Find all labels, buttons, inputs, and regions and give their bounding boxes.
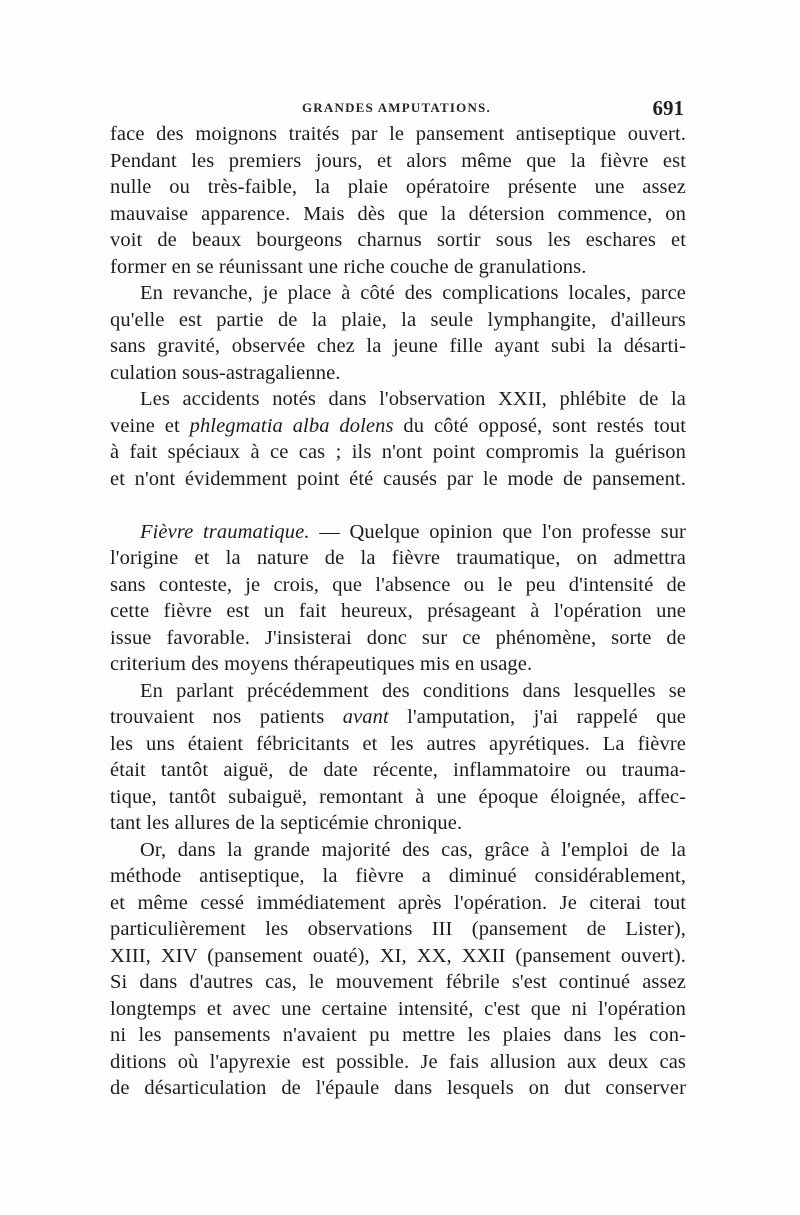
text-line: particulièrement les observations III (pansement de Lister), xyxy=(110,918,686,940)
paragraph-1 xyxy=(110,121,686,280)
text-line xyxy=(110,704,686,731)
text-line: méthode antiseptique, la fièvre a diminué considérablement, xyxy=(110,865,686,887)
text-line: culation sous-astragalienne. xyxy=(110,361,341,384)
section-heading: Fièvre traumatique. xyxy=(140,520,310,543)
paragraph-5 xyxy=(110,678,686,837)
body-text xyxy=(110,121,686,1102)
text-fragment: du côté opposé, sont restés tout xyxy=(393,414,686,437)
text-line: tique, tantôt subaiguë, remontant à une époque éloignée, affec- xyxy=(110,785,686,808)
text-line xyxy=(110,413,686,440)
text-line: et n'ont évidemment point été causés par le mode de pansement. xyxy=(110,467,686,490)
text-line: longtemps et avec une certaine intensité, c'est que ni l'opération xyxy=(110,997,686,1020)
text-line: former en se réunissant une riche couche de granulations. xyxy=(110,255,587,278)
text-line: En revanche, je place à côté des complications locales, parce xyxy=(140,282,686,304)
paragraph-3 xyxy=(110,386,686,492)
text-line: nulle ou très-faible, la plaie opératoire présente une assez xyxy=(110,176,686,198)
text-line: issue favorable. J'insisterai donc sur ce phénomène, sorte de xyxy=(110,626,686,649)
text-line: à fait spéciaux à ce cas ; ils n'ont point compromis la guérison xyxy=(110,441,686,463)
text-line: voit de beaux bourgeons charnus sortir sous les eschares et xyxy=(110,229,686,251)
paragraph-2 xyxy=(110,280,686,386)
text-line: ni les pansements n'avaient pu mettre les plaies dans les con- xyxy=(110,1024,686,1046)
text-fragment: veine et xyxy=(110,414,190,437)
text-line: Les accidents notés dans l'observation XXII, phlébite de la xyxy=(140,388,686,410)
page-header xyxy=(112,96,684,122)
text-line: criterium des moyens thérapeutiques mis en usage. xyxy=(110,653,533,675)
text-line: de désarticulation de l'épaule dans lesquels on dut conserver xyxy=(110,1077,686,1099)
italic-term: avant xyxy=(342,706,389,728)
text-line: cette fièvre est un fait heureux, présageant à l'opération une xyxy=(110,600,686,622)
text-fragment: trouvaient nos patients xyxy=(110,706,343,728)
text-line: ditions où l'apyrexie est possible. Je fais allusion aux deux cas xyxy=(110,1050,686,1073)
text-line xyxy=(110,519,686,546)
text-line: les uns étaient fébricitants et les autres apyrétiques. La fièvre xyxy=(110,732,686,755)
text-line: était tantôt aiguë, de date récente, inflammatoire ou trauma- xyxy=(110,759,686,781)
text-line: Si dans d'autres cas, le mouvement fébrile s'est continué assez xyxy=(110,971,686,993)
text-line: En parlant précédemment des conditions dans lesquelles se xyxy=(140,679,686,702)
text-line: sans gravité, observée chez la jeune fille ayant subi la désarti- xyxy=(110,335,686,357)
paragraph-4 xyxy=(110,519,686,678)
text-fragment: l'amputation, j'ai rappelé que xyxy=(388,706,686,728)
page-number: 691 xyxy=(652,96,684,120)
text-line: tant les allures de la septicémie chronique. xyxy=(110,812,463,834)
text-line: face des moignons traités par le pansement antiseptique ouvert. xyxy=(110,123,686,145)
text-line: qu'elle est partie de la plaie, la seule lymphangite, d'ailleurs xyxy=(110,308,686,331)
text-line: Or, dans la grande majorité des cas, grâce à l'emploi de la xyxy=(140,838,686,861)
text-line: l'origine et la nature de la fièvre traumatique, on admettra xyxy=(110,547,686,569)
text-line: Pendant les premiers jours, et alors même que la fièvre est xyxy=(110,149,686,172)
text-line: XIII, XIV (pansement ouaté), XI, XX, XXII (pansement ouvert). xyxy=(110,944,686,967)
text-line: sans conteste, je crois, que l'absence ou le peu d'intensité de xyxy=(110,573,686,596)
italic-term: phlegmatia alba dolens xyxy=(189,414,394,437)
text-line: mauvaise apparence. Mais dès que la détersion commence, on xyxy=(110,202,686,225)
running-title: GRANDES AMPUTATIONS. xyxy=(302,100,491,115)
paragraph-6 xyxy=(110,837,686,1102)
text-line: et même cessé immédiatement après l'opération. Je citerai tout xyxy=(110,891,686,914)
text-fragment: — Quelque opinion que l'on professe sur xyxy=(309,520,686,543)
paragraph-gap xyxy=(110,492,686,519)
